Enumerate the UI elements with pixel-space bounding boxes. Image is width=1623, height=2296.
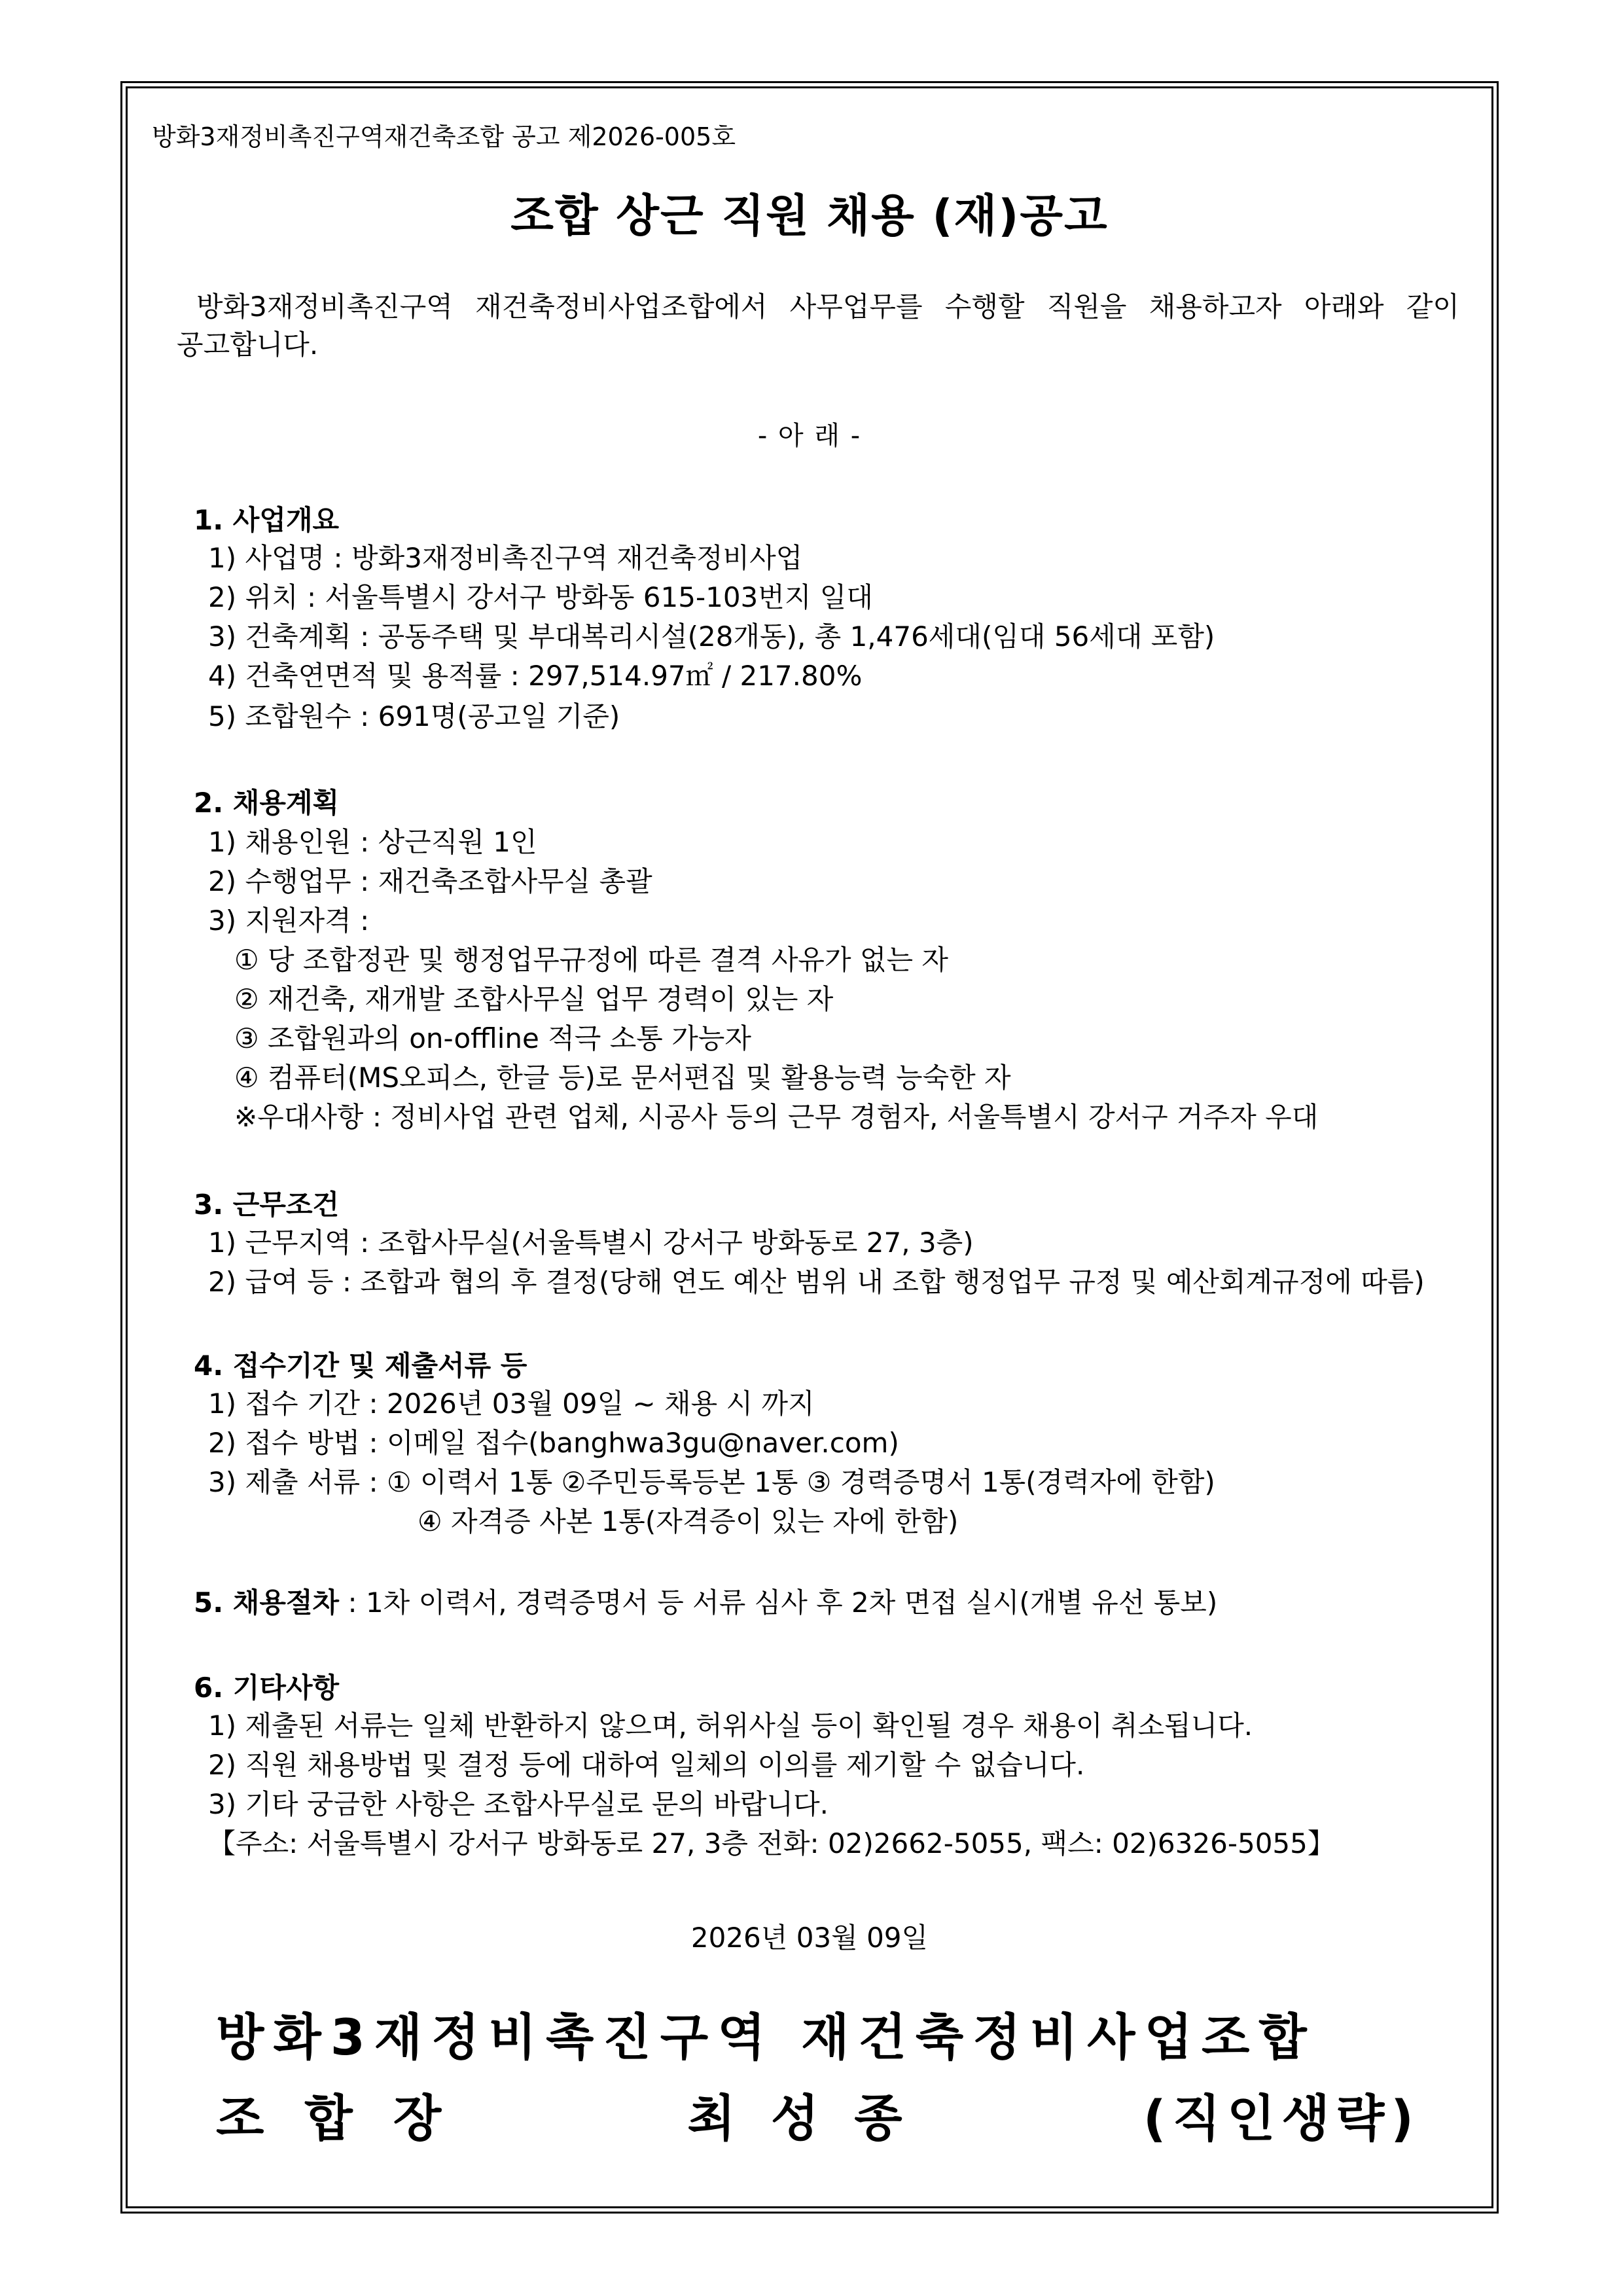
notice-number: 방화3재정비촉진구역재건축조합 공고 제2026-005호 [152,122,736,151]
contact-info: 【주소: 서울특별시 강서구 방화동로 27, 3층 전화: 02)2662-5055, 팩스: 02)6326-5055】 [208,1827,1335,1859]
section-2-item: 3) 지원자격 : [208,905,370,937]
intro-paragraph [177,288,1459,364]
section-4-heading: 4. 접수기간 및 제출서류 등 [194,1350,527,1382]
signature-organization: 방화3재정비촉진구역 재건축정비사업조합 [216,2008,1316,2066]
below-marker: - 아 래 - [757,421,862,451]
section-1-item: 4) 건축연면적 및 용적률 : 297,514.97㎡ / 217.80% [208,660,863,692]
section-4-item: 2) 접수 방법 : 이메일 접수(banghwa3gu@naver.com) [208,1427,899,1459]
section-1-item: 5) 조합원수 : 691명(공고일 기준) [208,700,620,732]
intro-line-1: 방화3재정비촉진구역 재건축정비사업조합에서 사무업무를 수행할 직원을 채용하고자 아래와 같이 [196,291,1459,323]
document-border-inner [126,86,1493,2208]
section-6-item: 1) 제출된 서류는 일체 반환하지 않으며, 허위사실 등이 확인될 경우 채용이 취소됩니다. [208,1710,1253,1742]
notice-date: 2026년 03월 09일 [690,1922,929,1954]
section-1-item: 2) 위치 : 서울특별시 강서구 방화동 615-103번지 일대 [208,581,873,613]
seal-omitted-note: (직인생략) [1143,2089,1420,2147]
preference-note: ※우대사항 : 정비사업 관련 업체, 시공사 등의 근무 경험자, 서울특별시 강서구 거주자 우대 [234,1101,1319,1133]
qualification-item: ② 재건축, 재개발 조합사무실 업무 경력이 있는 자 [234,983,834,1015]
qualification-item: ④ 컴퓨터(MS오피스, 한글 등)로 문서편집 및 활용능력 능숙한 자 [234,1062,1011,1094]
section-2-heading: 2. 채용계획 [194,787,340,819]
section-4-item: 1) 접수 기간 : 2026년 03월 09일 ~ 채용 시 까지 [208,1388,815,1420]
signature-role: 조합장 [216,2089,482,2147]
section-5-text: : 1차 이력서, 경력증명서 등 서류 심사 후 2차 면접 실시(개별 유선 통보) [339,1587,1218,1619]
section-1-item: 1) 사업명 : 방화3재정비촉진구역 재건축정비사업 [208,542,803,574]
signature-name: 최성종 [687,2089,938,2147]
intro-line-2: 공고합니다. [177,329,319,361]
section-4-item: 3) 제출 서류 : ① 이력서 1통 ②주민등록등본 1통 ③ 경력증명서 1통(경력자에 한함) [208,1466,1215,1498]
document-title: 조합 상근 직원 채용 (재)공고 [510,190,1109,242]
section-2-item: 2) 수행업무 : 재건축조합사무실 총괄 [208,865,652,897]
section-5-line [194,1581,1217,1621]
section-3-item: 2) 급여 등 : 조합과 협의 후 결정(당해 연도 예산 범위 내 조합 행정업무 규정 및 예산회계규정에 따름) [208,1266,1425,1298]
section-1-item: 3) 건축계획 : 공동주택 및 부대복리시설(28개동), 총 1,476세대(임대 56세대 포함) [208,620,1215,653]
section-6-item: 3) 기타 궁금한 사항은 조합사무실로 문의 바랍니다. [208,1788,829,1820]
section-5-heading: 5. 채용절차 [194,1587,340,1619]
section-3-item: 1) 근무지역 : 조합사무실(서울특별시 강서구 방화동로 27, 3층) [208,1227,974,1259]
section-2-item: 1) 채용인원 : 상근직원 1인 [208,826,537,858]
section-4-continuation: ④ 자격증 사본 1통(자격증이 있는 자에 한함) [418,1505,959,1537]
qualification-item: ③ 조합원과의 on-offline 적극 소통 가능자 [234,1022,751,1054]
signature-row [216,2079,1420,2150]
qualification-item: ① 당 조합정관 및 행정업무규정에 따른 결격 사유가 없는 자 [234,944,948,976]
section-6-item: 2) 직원 채용방법 및 결정 등에 대하여 일체의 이의를 제기할 수 없습니다. [208,1749,1085,1781]
section-6-heading: 6. 기타사항 [194,1672,340,1704]
section-1-heading: 1. 사업개요 [194,504,340,536]
section-3-heading: 3. 근무조건 [194,1189,340,1221]
